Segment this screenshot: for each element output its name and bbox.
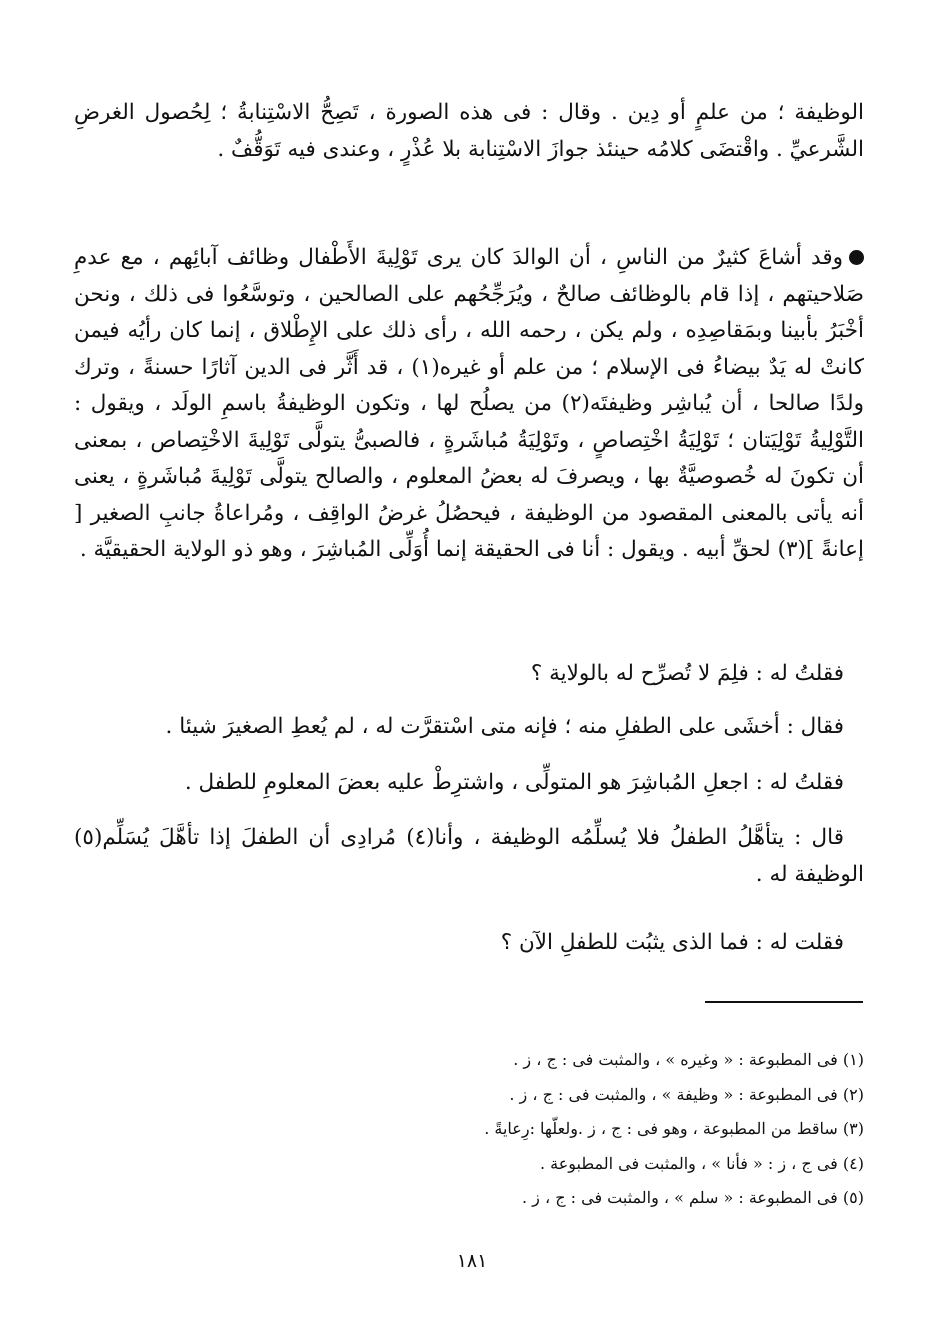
paragraph-1-text: الوظيفة ؛ من علمٍ أو دِين . وقال : فى هذه الصورة ، تَصِحُّ الاسْتِنابةُ ؛ لِحُصول الغرضِ الشَّرعيِّ . واقْتضَى كلامُه حينئذ جوازَ الاسْتِنابة بلا عُذْرٍ ، وعندى فيه تَوَقُّفٌ . bbox=[74, 100, 864, 162]
dialogue-line-2-text: فقال : أخشَى على الطفلِ منه ؛ فإنه متى اسْتقرَّت له ، لم يُعطِ الصغيرَ شيئا . bbox=[165, 714, 844, 739]
dialogue-line-2 bbox=[74, 709, 864, 746]
dialogue-line-1 bbox=[74, 656, 864, 693]
body-paragraph-1 bbox=[74, 95, 864, 168]
dialogue-line-5-text: فقلت له : فما الذى يثبُت للطفلِ الآن ؟ bbox=[500, 930, 844, 955]
footnote-5: (٥) فى المطبوعة : « سلم » ، والمثبت فى : ج ، ز . bbox=[521, 1188, 864, 1207]
dialogue-line-3 bbox=[74, 765, 864, 802]
bullet-icon bbox=[849, 250, 864, 265]
dialogue-line-4-text: قال : يتأهَّلُ الطفلُ فلا يُسلِّمُه الوظيفة ، وأنا(٤) مُرادِى أن الطفلَ إذا تأهَّلَ يُسَلِّم(٥) الوظيفة له . bbox=[74, 825, 864, 887]
footnote-2: (٢) فى المطبوعة : « وظيفة » ، والمثبت فى : ج ، ز . bbox=[509, 1084, 864, 1104]
footnote-3: (٣) ساقط من المطبوعة ، وهو فى : ج ، ز .ولعلّها :رِعايةً . bbox=[484, 1119, 864, 1138]
footnote-separator bbox=[705, 1001, 863, 1003]
footnote-1: (١) فى المطبوعة : « وغيره » ، والمثبت فى : ج ، ز . bbox=[513, 1050, 864, 1069]
dialogue-line-5 bbox=[74, 925, 864, 962]
dialogue-line-3-text: فقلتُ له : اجعلِ المُباشِرَ هو المتولِّى ، واشترِطْ عليه بعضَ المعلومِ للطفل . bbox=[184, 770, 844, 795]
body-paragraph-2 bbox=[74, 240, 864, 569]
paragraph-2-text: وقد أشاعَ كثيرٌ من الناسِ ، أن الوالدَ كان يرى تَوْلِيةَ الأَطْفال وظائف آبائِهم ، مع عدمِ صَلاحيتهم ، إذا قام بالوظائف صالحٌ ، ويُرَجِّحُهم على الصالحين ، وتوسَّعُوا فى ذلك ، ونحن أخْبَرُ بأبينا وبمَقاصِدِه ، ولم يكن ، رحمه الله ، رأى ذلك على الإِطْلاق ، إنما كان رأيُه فيمن كانتْ له يَدٌ بيضاءُ فى الإسلام ؛ من علم أو غيره(١) ، قد أَثَّر فى الدين آثارًا حسنةً ، وترك ولدًا صالحا ، أن يُباشِر وظيفتَه(٢) من يصلُح لها ، وتكون الوظيفةُ باسمِ الولَد ، ويقول : التَّوْلِيةُ تَوْلِيَتان ؛ تَوْلِيَةُ اخْتِصاصٍ ، وتَوْلِيَةُ مُباشَرةٍ ، فالصبىُّ يتولَّى تَوْلِيةَ الاخْتِصاص ، بمعنى أن تكونَ له خُصوصيَّةٌ بها ، ويصرفَ له بعضُ المعلوم ، والصالح يتولَّى تَوْلِيةَ مُباشَرةٍ ، يعنى أنه يأتى بالمعنى المقصود من الوظيفة ، فيحصُلُ غرضُ الواقِف ، ومُراعاةُ جانبِ الصغير [ إعانةً ](٣) لحقِّ أبيه . ويقول : أنا فى الحقيقة إنما أُوَلِّى المُباشِرَ ، وهو ذو الولاية الحقيقيَّة . bbox=[74, 245, 865, 562]
page-number: ١٨١ bbox=[456, 1250, 488, 1272]
dialogue-line-4 bbox=[74, 820, 864, 893]
dialogue-line-1-text: فقلتُ له : فلِمَ لا تُصرِّح له بالولاية ؟ bbox=[530, 661, 844, 686]
footnote-4: (٤) فى ج ، ز : « فأنا » ، والمثبت فى المطبوعة . bbox=[539, 1153, 864, 1173]
footnotes-list bbox=[264, 1043, 864, 1216]
